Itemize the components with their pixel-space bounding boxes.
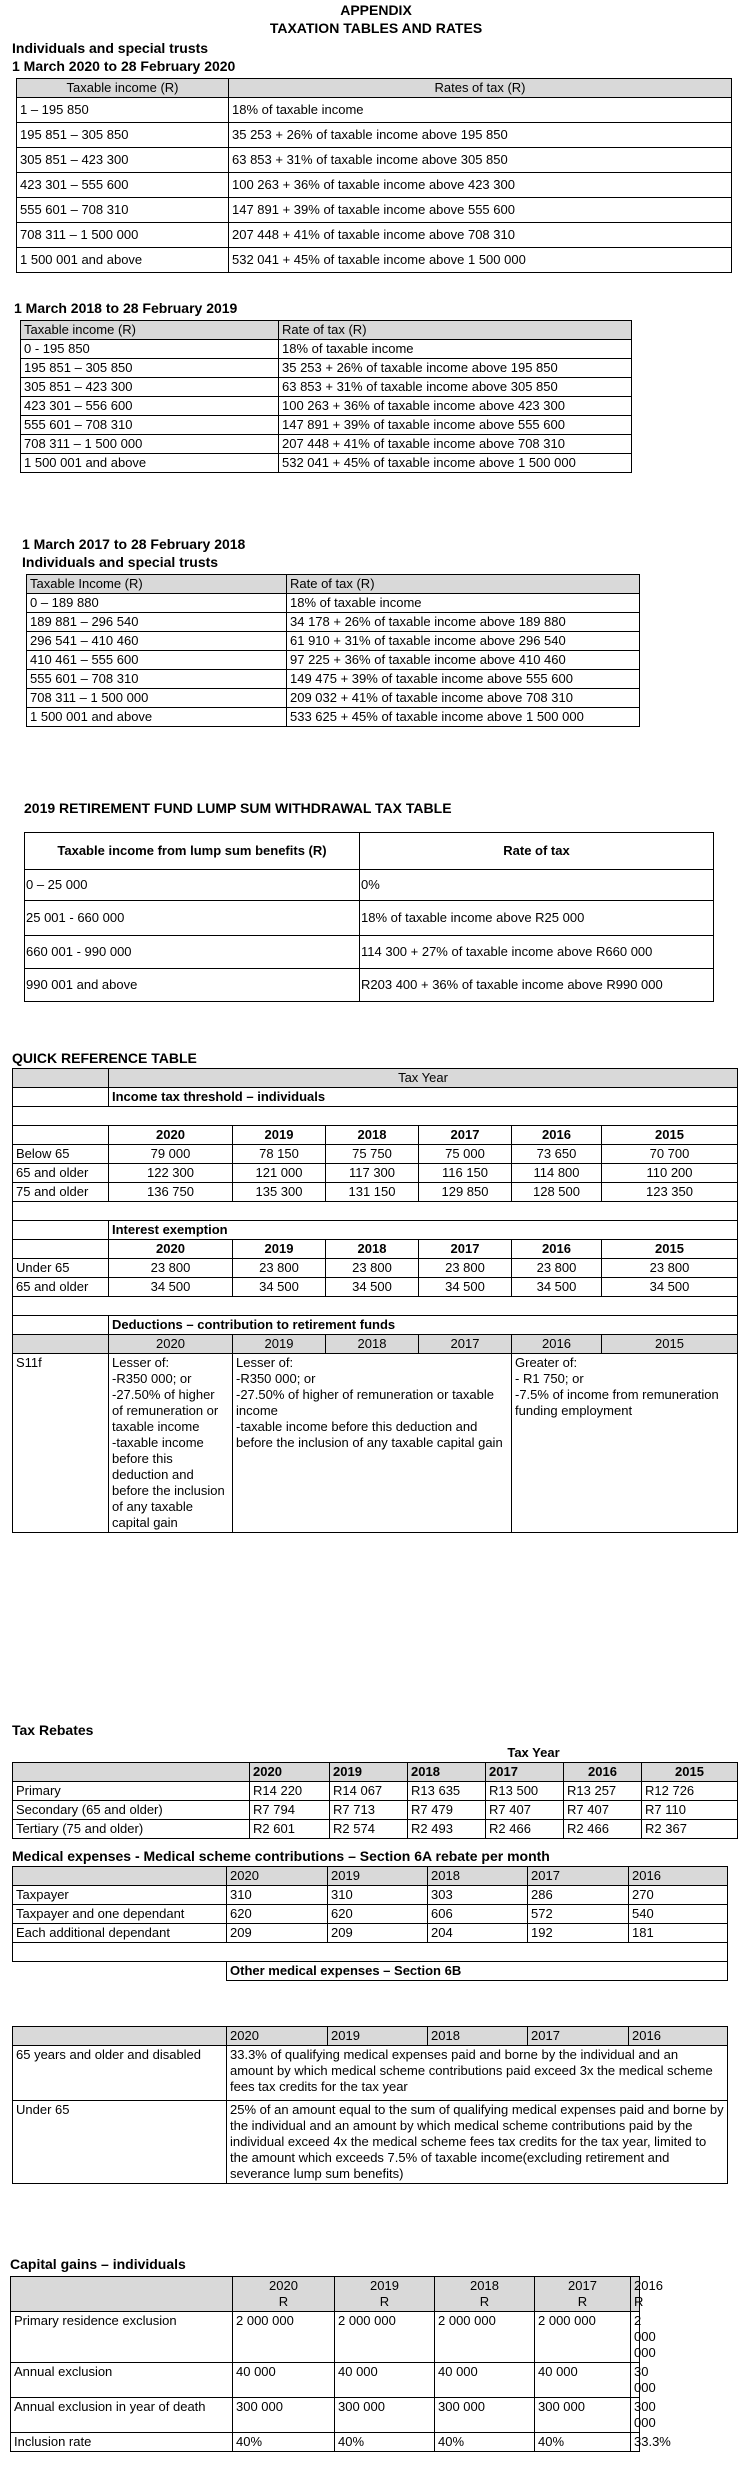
row-label: Primary residence exclusion: [11, 2312, 233, 2363]
currency-unit: R: [479, 2294, 490, 2309]
lump-sum-table: [24, 832, 714, 1002]
tax-table-2018: [26, 574, 640, 727]
table-cell: 135 300: [233, 1183, 326, 1202]
table-cell: 25% of an amount equal to the sum of qualifying medical expenses paid and borne by the individual and an amount by which medical scheme contributions paid by the individual exceed 4x the medical scheme fees tax credits for the tax year, limited to the amount which exceeds 7.5% of taxable income(excluding retirement and severance lump sum benefits): [227, 2101, 728, 2184]
row-label: Below 65: [13, 1145, 109, 1164]
table-cell: 1 500 001 and above: [21, 454, 279, 473]
table-cell: 555 601 – 708 310: [21, 416, 279, 435]
year-header: 2016: [512, 1240, 602, 1259]
table-cell: 2 000 000: [233, 2312, 335, 2363]
medical-scheme-table: [12, 1866, 728, 1981]
table-cell: 34 500: [419, 1278, 512, 1297]
table-cell: 23 800: [512, 1259, 602, 1278]
year-label: 2020: [269, 2278, 298, 2293]
table-cell: R2 466: [564, 1820, 642, 1839]
currency-unit: R: [634, 2294, 644, 2309]
table-cell: 18% of taxable income above R25 000: [360, 901, 714, 936]
table-cell: 117 300: [326, 1164, 419, 1183]
row-label: Inclusion rate: [11, 2433, 233, 2452]
table-cell: R203 400 + 36% of taxable income above R990 000: [360, 969, 714, 1002]
table-cell: 23 800: [233, 1259, 326, 1278]
table-cell: 23 800: [419, 1259, 512, 1278]
appendix-title: APPENDIX: [340, 2, 412, 18]
year-header: 2020: [227, 1867, 328, 1886]
table-cell: 23 800: [326, 1259, 419, 1278]
table-cell: 97 225 + 36% of taxable income above 410 460: [287, 651, 640, 670]
table-cell: 75 000: [419, 1145, 512, 1164]
row-label: Taxpayer and one dependant: [13, 1905, 227, 1924]
year-header: 2020: [109, 1240, 233, 1259]
table-cell: 423 301 – 556 600: [21, 397, 279, 416]
table-cell: 189 881 – 296 540: [27, 613, 287, 632]
table-cell: 606: [428, 1905, 528, 1924]
table-cell: 18% of taxable income: [279, 340, 632, 359]
table-cell: 660 001 - 990 000: [25, 936, 360, 969]
column-header: Rate of tax (R): [287, 575, 640, 594]
table-cell: R2 466: [486, 1820, 564, 1839]
table-cell: 34 500: [512, 1278, 602, 1297]
table-cell: R7 713: [330, 1801, 408, 1820]
table-cell: 25 001 - 660 000: [25, 901, 360, 936]
year-label: 2019: [370, 2278, 399, 2293]
column-header: Taxable income from lump sum benefits (R): [25, 833, 360, 870]
section-heading: QUICK REFERENCE TABLE: [12, 1050, 197, 1066]
section-heading: 2019 RETIREMENT FUND LUMP SUM WITHDRAWAL TAX TABLE: [24, 800, 452, 816]
row-label: Tertiary (75 and older): [13, 1820, 250, 1839]
column-header: Taxable income (R): [21, 321, 279, 340]
table-cell: 114 300 + 27% of taxable income above R660 000: [360, 936, 714, 969]
deduction-rule-2020: Lesser of: -R350 000; or -27.50% of higher of remuneration or taxable income -taxable income before this deduction and before the inclusion of any taxable capital gain: [109, 1354, 233, 1533]
document-subtitle: TAXATION TABLES AND RATES: [269, 20, 483, 36]
currency-unit: R: [379, 2294, 390, 2309]
table-cell: R13 635: [408, 1782, 486, 1801]
table-cell: 207 448 + 41% of taxable income above 708 310: [279, 435, 632, 454]
quick-reference-table: [12, 1068, 738, 1533]
table-cell: R2 574: [330, 1820, 408, 1839]
table-cell: 79 000: [109, 1145, 233, 1164]
year-header: 2015: [642, 1763, 738, 1782]
year-header: 2018: [428, 1867, 528, 1886]
table-cell: 40 000: [335, 2363, 435, 2398]
year-header: 2016: [564, 1763, 642, 1782]
table-cell: R12 726: [642, 1782, 738, 1801]
row-label: 65 and older: [13, 1278, 109, 1297]
table-cell: 131 150: [326, 1183, 419, 1202]
table-cell: R7 407: [486, 1801, 564, 1820]
year-header: 2020: [250, 1763, 330, 1782]
subsection-title: Income tax threshold – individuals: [109, 1088, 738, 1107]
tax-year-header: Tax Year: [507, 1745, 560, 1760]
row-label: Each additional dependant: [13, 1924, 227, 1943]
table-cell: 110 200: [602, 1164, 738, 1183]
table-cell: 40 000: [233, 2363, 335, 2398]
table-cell: 40%: [335, 2433, 435, 2452]
section-heading: Medical expenses - Medical scheme contributions – Section 6A rebate per month: [12, 1848, 550, 1864]
table-cell: R7 110: [642, 1801, 738, 1820]
table-cell: 128 500: [512, 1183, 602, 1202]
year-header: 2017: [486, 1763, 564, 1782]
table-cell: 305 851 – 423 300: [21, 378, 279, 397]
table-cell: 195 851 – 305 850: [17, 123, 229, 148]
tax-table-2020: [16, 78, 732, 273]
table-cell: 34 500: [109, 1278, 233, 1297]
deduction-rule-2019-2017: Lesser of: -R350 000; or -27.50% of higher of remuneration or taxable income -taxable income before this deduction and before the inclusion of any taxable capital gain: [233, 1354, 512, 1533]
table-cell: R2 367: [642, 1820, 738, 1839]
section-heading: 1 March 2018 to 28 February 2019: [14, 300, 238, 316]
table-cell: 620: [227, 1905, 328, 1924]
table-cell: 73 650: [512, 1145, 602, 1164]
table-cell: 75 750: [326, 1145, 419, 1164]
column-header: Rate of tax (R): [279, 321, 632, 340]
table-cell: 270: [629, 1886, 728, 1905]
row-label: Annual exclusion in year of death: [11, 2398, 233, 2433]
year-header: 2020: [227, 2027, 328, 2046]
subsection-title: Deductions – contribution to retirement funds: [109, 1316, 738, 1335]
tax-year-header: Tax Year: [109, 1069, 738, 1088]
table-cell: 116 150: [419, 1164, 512, 1183]
tax-table-2019: [20, 320, 632, 473]
year-header: [233, 2277, 335, 2312]
table-cell: R13 500: [486, 1782, 564, 1801]
table-cell: 30 000: [631, 2363, 640, 2398]
table-cell: 147 891 + 39% of taxable income above 555 600: [279, 416, 632, 435]
year-header: 2015: [602, 1335, 738, 1354]
table-cell: 533 625 + 45% of taxable income above 1 500 000: [287, 708, 640, 727]
table-cell: 34 500: [326, 1278, 419, 1297]
table-cell: R13 257: [564, 1782, 642, 1801]
table-cell: 0%: [360, 870, 714, 901]
table-cell: 1 500 001 and above: [27, 708, 287, 727]
row-label: 75 and older: [13, 1183, 109, 1202]
table-cell: 34 178 + 26% of taxable income above 189 880: [287, 613, 640, 632]
table-cell: R7 794: [250, 1801, 330, 1820]
table-cell: 33.3%: [631, 2433, 640, 2452]
table-cell: R2 493: [408, 1820, 486, 1839]
table-cell: 1 – 195 850: [17, 98, 229, 123]
table-cell: 300 000: [435, 2398, 535, 2433]
table-cell: 18% of taxable income: [287, 594, 640, 613]
year-label: 2017: [568, 2278, 597, 2293]
row-label: S11f: [13, 1354, 109, 1533]
year-label: 2018: [470, 2278, 499, 2293]
year-header: 2018: [408, 1763, 486, 1782]
deduction-rule-2016-2015: Greater of: - R1 750; or -7.5% of income from remuneration funding employment: [512, 1354, 738, 1533]
table-cell: 204: [428, 1924, 528, 1943]
table-cell: 195 851 – 305 850: [21, 359, 279, 378]
year-header: [535, 2277, 631, 2312]
table-cell: 708 311 – 1 500 000: [21, 435, 279, 454]
year-header: 2018: [326, 1126, 419, 1145]
year-header: 2019: [328, 2027, 428, 2046]
table-cell: R7 407: [564, 1801, 642, 1820]
table-cell: 129 850: [419, 1183, 512, 1202]
table-cell: 300 000: [631, 2398, 640, 2433]
table-cell: 286: [528, 1886, 629, 1905]
table-cell: 410 461 – 555 600: [27, 651, 287, 670]
year-header: 2017: [419, 1335, 512, 1354]
table-cell: 63 853 + 31% of taxable income above 305 850: [279, 378, 632, 397]
table-cell: 2 000 000: [435, 2312, 535, 2363]
table-cell: 40%: [535, 2433, 631, 2452]
table-cell: 136 750: [109, 1183, 233, 1202]
year-header: 2019: [233, 1240, 326, 1259]
table-cell: 540: [629, 1905, 728, 1924]
year-header: 2020: [109, 1335, 233, 1354]
table-cell: R14 067: [330, 1782, 408, 1801]
table-cell: 2 000 000: [335, 2312, 435, 2363]
other-medical-table: [12, 2026, 728, 2184]
table-cell: 0 – 189 880: [27, 594, 287, 613]
table-cell: 33.3% of qualifying medical expenses paid and borne by the individual and an amount by which medical scheme contributions paid exceed 3x the medical scheme fees tax credits for the tax year: [227, 2046, 728, 2101]
subsection-title: Other medical expenses – Section 6B: [227, 1962, 728, 1981]
table-cell: 181: [629, 1924, 728, 1943]
table-cell: 100 263 + 36% of taxable income above 423 300: [229, 173, 732, 198]
section-heading: 1 March 2020 to 28 February 2020: [12, 58, 236, 74]
year-header: 2016: [629, 1867, 728, 1886]
table-cell: 114 800: [512, 1164, 602, 1183]
table-cell: 708 311 – 1 500 000: [27, 689, 287, 708]
table-cell: 310: [328, 1886, 428, 1905]
section-heading: Tax Rebates: [12, 1722, 94, 1738]
year-header: 2016: [512, 1126, 602, 1145]
table-cell: 1 500 001 and above: [17, 248, 229, 273]
table-cell: 2 000 000: [535, 2312, 631, 2363]
table-cell: 305 851 – 423 300: [17, 148, 229, 173]
table-cell: 572: [528, 1905, 629, 1924]
section-heading: Individuals and special trusts: [12, 40, 209, 56]
table-cell: 40 000: [535, 2363, 631, 2398]
table-cell: 23 800: [109, 1259, 233, 1278]
table-cell: R14 220: [250, 1782, 330, 1801]
row-label: Primary: [13, 1782, 250, 1801]
table-cell: 61 910 + 31% of taxable income above 296 540: [287, 632, 640, 651]
year-header: 2017: [419, 1240, 512, 1259]
row-label: 65 and older: [13, 1164, 109, 1183]
year-label: 2016: [634, 2278, 663, 2293]
table-cell: 300 000: [233, 2398, 335, 2433]
row-label: 65 years and older and disabled: [13, 2046, 227, 2101]
year-header: [335, 2277, 435, 2312]
year-header: 2016: [512, 1335, 602, 1354]
table-cell: 2 000 000: [631, 2312, 640, 2363]
section-heading: Capital gains – individuals: [10, 2256, 186, 2272]
year-header: 2015: [602, 1126, 738, 1145]
table-cell: 555 601 – 708 310: [27, 670, 287, 689]
year-header: 2017: [528, 1867, 629, 1886]
table-cell: 34 500: [233, 1278, 326, 1297]
year-header: 2019: [330, 1763, 408, 1782]
table-cell: 121 000: [233, 1164, 326, 1183]
year-header: 2018: [428, 2027, 528, 2046]
table-cell: R7 479: [408, 1801, 486, 1820]
table-cell: 63 853 + 31% of taxable income above 305 850: [229, 148, 732, 173]
column-header: Taxable income (R): [17, 79, 229, 98]
subsection-title: Interest exemption: [109, 1221, 738, 1240]
table-cell: 209: [227, 1924, 328, 1943]
section-heading: 1 March 2017 to 28 February 2018: [22, 536, 246, 552]
table-cell: 123 350: [602, 1183, 738, 1202]
row-label: Under 65: [13, 1259, 109, 1278]
table-cell: 100 263 + 36% of taxable income above 423 300: [279, 397, 632, 416]
table-cell: 23 800: [602, 1259, 738, 1278]
year-header: 2018: [326, 1240, 419, 1259]
year-header: [435, 2277, 535, 2312]
column-header: Taxable Income (R): [27, 575, 287, 594]
year-header: 2019: [233, 1335, 326, 1354]
year-header: 2019: [233, 1126, 326, 1145]
table-cell: 532 041 + 45% of taxable income above 1 500 000: [229, 248, 732, 273]
year-header: 2016: [629, 2027, 728, 2046]
table-cell: 0 – 25 000: [25, 870, 360, 901]
table-cell: 708 311 – 1 500 000: [17, 223, 229, 248]
year-header: 2019: [328, 1867, 428, 1886]
table-cell: 555 601 – 708 310: [17, 198, 229, 223]
year-header: 2018: [326, 1335, 419, 1354]
table-cell: 209: [328, 1924, 428, 1943]
section-heading: Individuals and special trusts: [22, 554, 219, 570]
table-cell: 149 475 + 39% of taxable income above 555 600: [287, 670, 640, 689]
currency-unit: R: [278, 2294, 289, 2309]
column-header: Rate of tax: [360, 833, 714, 870]
tax-rebates-table: [12, 1744, 738, 1839]
table-cell: 0 - 195 850: [21, 340, 279, 359]
table-cell: 40 000: [435, 2363, 535, 2398]
column-header: Rates of tax (R): [229, 79, 732, 98]
table-cell: 18% of taxable income: [229, 98, 732, 123]
table-cell: 209 032 + 41% of taxable income above 708 310: [287, 689, 640, 708]
table-cell: 207 448 + 41% of taxable income above 708 310: [229, 223, 732, 248]
currency-unit: R: [577, 2294, 588, 2309]
table-cell: 147 891 + 39% of taxable income above 555 600: [229, 198, 732, 223]
table-cell: 296 541 – 410 460: [27, 632, 287, 651]
table-cell: 423 301 – 555 600: [17, 173, 229, 198]
row-label: Under 65: [13, 2101, 227, 2184]
year-header: [631, 2277, 663, 2312]
table-cell: 35 253 + 26% of taxable income above 195 850: [229, 123, 732, 148]
table-cell: 40%: [233, 2433, 335, 2452]
year-header: 2020: [109, 1126, 233, 1145]
capital-gains-table: [10, 2276, 671, 2452]
table-cell: R2 601: [250, 1820, 330, 1839]
table-cell: 122 300: [109, 1164, 233, 1183]
table-cell: 532 041 + 45% of taxable income above 1 500 000: [279, 454, 632, 473]
table-cell: 303: [428, 1886, 528, 1905]
table-cell: 990 001 and above: [25, 969, 360, 1002]
table-cell: 310: [227, 1886, 328, 1905]
row-label: Secondary (65 and older): [13, 1801, 250, 1820]
year-header: 2017: [528, 2027, 629, 2046]
row-label: Taxpayer: [13, 1886, 227, 1905]
year-header: 2015: [602, 1240, 738, 1259]
table-cell: 300 000: [335, 2398, 435, 2433]
table-cell: 78 150: [233, 1145, 326, 1164]
table-cell: 35 253 + 26% of taxable income above 195 850: [279, 359, 632, 378]
year-header: 2017: [419, 1126, 512, 1145]
table-cell: 34 500: [602, 1278, 738, 1297]
table-cell: 620: [328, 1905, 428, 1924]
row-label: Annual exclusion: [11, 2363, 233, 2398]
table-cell: 40%: [435, 2433, 535, 2452]
table-cell: 192: [528, 1924, 629, 1943]
table-cell: 300 000: [535, 2398, 631, 2433]
table-cell: 70 700: [602, 1145, 738, 1164]
